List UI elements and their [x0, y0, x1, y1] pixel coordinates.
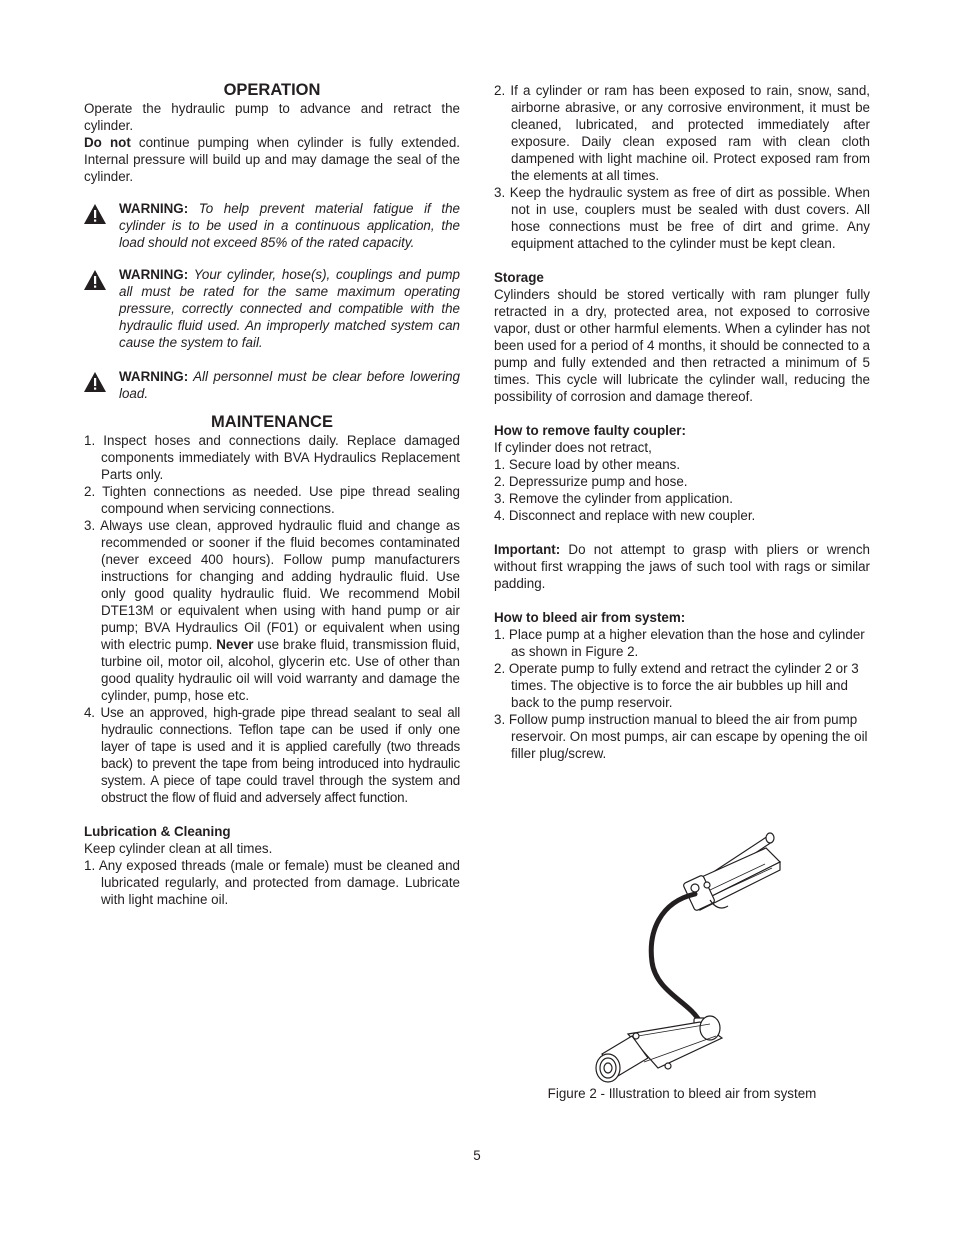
coupler-heading: How to remove faulty coupler:: [494, 423, 686, 438]
bleed-heading: How to bleed air from system:: [494, 610, 686, 625]
warning-1-body: To help prevent material fatigue if the cylinder is to be used in a continuous application, the load should not exceed 85% of the rated capacity.: [119, 201, 460, 250]
coupler-step-3: 3. Remove the cylinder from application.: [494, 491, 733, 506]
maintenance-item-3: [84, 517, 460, 704]
coupler-step-4: 4. Disconnect and replace with new coupler.: [494, 508, 756, 523]
page-number: 5: [473, 1148, 481, 1163]
warning-2-label: WARNING:: [119, 267, 189, 282]
figure-caption: Figure 2 - Illustration to bleed air from system: [547, 1086, 817, 1101]
do-not-emphasis: Do not: [84, 135, 131, 150]
warning-3-label: WARNING:: [119, 369, 189, 384]
maintenance-item-3-text-a: 3. Always use clean, approved hydraulic fluid and change as recommended or sooner if the fluid becomes contaminated (never exceed 400 hours). Follow pump manufacturers instructions for changing and adding hydraulic fluid. Use only good quality hydraulic fluid. We recommend Mobil DTE13M or equivalent when using with hand pump or air pump; BVA Hydraulics Oil (F01) or equivalent when using with electric pump.: [84, 518, 460, 652]
warning-block-3: [84, 368, 460, 402]
maintenance-item-1: 1. Inspect hoses and connections daily. Replace damaged components immediately with BVA Hydraulics Replacement Parts only.: [84, 433, 460, 482]
never-emphasis: Never: [216, 637, 254, 652]
right-column: [494, 80, 870, 762]
bleed-step-1: 1. Place pump at a higher elevation than the hose and cylinder as shown in Figure 2.: [494, 627, 865, 659]
operation-paragraph-1: Operate the hydraulic pump to advance and retract the cylinder.: [84, 101, 460, 133]
storage-heading: Storage: [494, 270, 544, 285]
warning-3-body: All personnel must be clear before lowering load.: [119, 369, 460, 401]
left-column: [84, 80, 460, 908]
warning-2-text: [119, 266, 460, 351]
lubrication-paragraph: Keep cylinder clean at all times.: [84, 841, 273, 856]
warning-3-text: [119, 368, 460, 402]
storage-paragraph: Cylinders should be stored vertically with ram plunger fully retracted in a dry, protected area, not exposed to corrosive vapor, dust or other harmful elements. When a cylinder has not been used for a period of 4 months, it should be connected to a pump and fully extended and then retracted a minimum of 5 times. This cycle will lubricate the cylinder wall, reducing the possibility of corrosion and damage thereof.: [494, 287, 870, 404]
lubrication-item-2: 2. If a cylinder or ram has been exposed to rain, snow, sand, airborne abrasive, or any corrosive environment, it must be cleaned, lubricated, and protected immediately after exposure. Daily clean exposed ram with clean cloth dampened with light machine oil. Protect exposed ram from the elements at all times.: [494, 83, 870, 183]
warning-triangle-icon: [84, 270, 106, 290]
warning-block-1: [84, 200, 460, 251]
maintenance-item-3-text-b: use brake fluid, transmission fluid, turbine oil, motor oil, alcohol, glycerin etc. Use of other than good quality hydraulic oil will void warranty and damage the cylinder, pump, hose etc.: [101, 637, 461, 703]
warning-triangle-icon: [84, 372, 106, 392]
bleed-step-2: 2. Operate pump to fully extend and retract the cylinder 2 or 3 times. The objective is to force the air bubbles up hill and back to the pump reservoir.: [494, 661, 859, 710]
important-paragraph: [494, 541, 870, 592]
maintenance-item-4: 4. Use an approved, high-grade pipe thread sealant to seal all hydraulic connections. Teflon tape can be used if only one layer of tape is used and it is applied carefully (two threads back) to prevent the tape from being introduced into hydraulic system. A piece of tape could travel through the system and obstruct the flow of fluid and adversely affect function.: [84, 705, 460, 805]
warning-triangle-icon: [84, 204, 106, 224]
warning-block-2: [84, 266, 460, 351]
lubrication-heading: Lubrication & Cleaning: [84, 824, 231, 839]
bleed-air-illustration: [560, 822, 800, 1087]
important-text: Do not attempt to grasp with pliers or wrench without first wrapping the jaws of such tool with rags or similar padding.: [494, 542, 870, 591]
coupler-step-1: 1. Secure load by other means.: [494, 457, 681, 472]
coupler-step-2: 2. Depressurize pump and hose.: [494, 474, 688, 489]
maintenance-heading: MAINTENANCE: [211, 413, 333, 431]
warning-1-text: [119, 200, 460, 251]
lubrication-item-1: 1. Any exposed threads (male or female) must be cleaned and lubricated regularly, and protected from damage. Lubricate with light machine oil.: [84, 858, 460, 907]
warning-1-label: WARNING:: [119, 201, 189, 216]
operation-paragraph-2-text: continue pumping when cylinder is fully extended. Internal pressure will build up and may damage the seal of the cylinder.: [84, 135, 460, 184]
coupler-paragraph: If cylinder does not retract,: [494, 440, 652, 455]
operation-heading: OPERATION: [223, 81, 321, 99]
lubrication-item-3: 3. Keep the hydraulic system as free of dirt as possible. When not in use, couplers must be sealed with dust covers. All hose connections must be free of dirt and grime. Any equipment attached to the cylinder must be kept clean.: [494, 185, 870, 251]
operation-paragraph-2: [84, 134, 460, 185]
bleed-step-3: 3. Follow pump instruction manual to bleed the air from pump reservoir. On most pumps, air can escape by opening the oil filler plug/screw.: [494, 712, 868, 761]
warning-2-body: Your cylinder, hose(s), couplings and pump all must be rated for the same maximum operating pressure, correctly connected and compatible with the hydraulic fluid used. An improperly matched system can cause the system to fail.: [119, 267, 460, 350]
important-label: Important:: [494, 542, 561, 557]
maintenance-item-2: 2. Tighten connections as needed. Use pipe thread sealing compound when servicing connections.: [84, 484, 460, 516]
